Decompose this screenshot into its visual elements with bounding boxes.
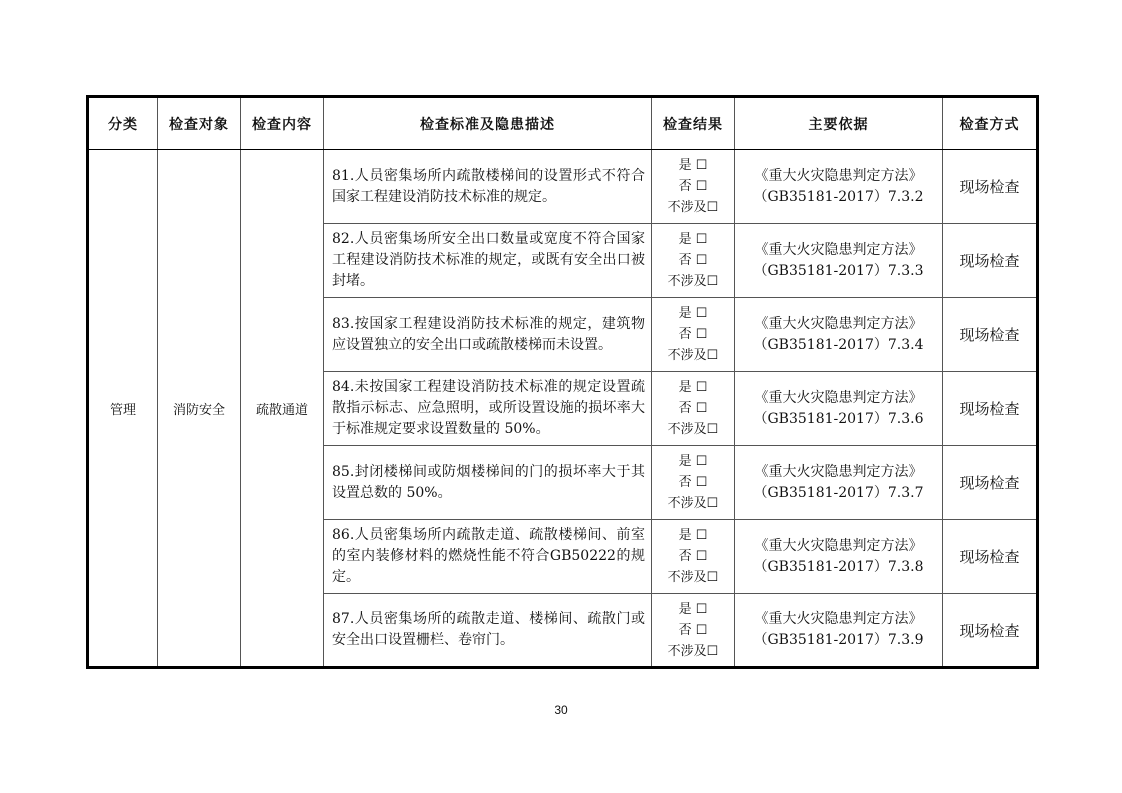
basis-cell: [735, 298, 943, 372]
header-content: 检查内容: [241, 97, 324, 150]
header-result: 检查结果: [652, 97, 735, 150]
method-cell: 现场检查: [943, 446, 1038, 520]
page-number: 30: [554, 703, 568, 717]
result-na-checkbox[interactable]: 不涉及☐: [667, 200, 719, 215]
basis-reference: （GB35181-2017）7.3.7: [753, 484, 924, 501]
target-cell: 消防安全: [158, 150, 241, 668]
basis-reference: （GB35181-2017）7.3.3: [753, 262, 924, 279]
method-cell: 现场检查: [943, 594, 1038, 668]
description-cell: 85.封闭楼梯间或防烟楼梯间的门的损坏率大于其设置总数的 50%。: [324, 446, 652, 520]
result-na-checkbox[interactable]: 不涉及☐: [667, 643, 719, 659]
description-cell: 86.人员密集场所内疏散走道、疏散楼梯间、前室的室内装修材料的燃烧性能不符合GB50222的规定。: [324, 520, 652, 594]
method-cell: 现场检查: [943, 150, 1038, 224]
description-cell: 81.人员密集场所内疏散楼梯间的设置形式不符合国家工程建设消防技术标准的规定。: [324, 150, 652, 224]
basis-title: 《重大火灾隐患判定方法》: [754, 241, 923, 258]
result-no-checkbox[interactable]: 否 ☐: [678, 253, 708, 268]
description-cell: 87.人员密集场所的疏散走道、楼梯间、疏散门或安全出口设置栅栏、卷帘门。: [324, 594, 652, 668]
result-na-checkbox[interactable]: 不涉及☐: [667, 348, 719, 363]
result-yes-checkbox[interactable]: 是 ☐: [678, 380, 708, 395]
header-basis: 主要依据: [735, 97, 943, 150]
basis-title: 《重大火灾隐患判定方法》: [754, 315, 923, 332]
result-na-checkbox[interactable]: 不涉及☐: [667, 422, 719, 437]
result-cell: [652, 594, 735, 668]
result-cell: [652, 150, 735, 224]
basis-title: 《重大火灾隐患判定方法》: [754, 389, 923, 406]
method-cell: 现场检查: [943, 224, 1038, 298]
category-cell: 管理: [88, 150, 158, 668]
result-yes-checkbox[interactable]: 是 ☐: [678, 232, 708, 247]
basis-title: 《重大火灾隐患判定方法》: [754, 167, 923, 184]
basis-reference: （GB35181-2017）7.3.6: [753, 410, 924, 427]
basis-title: 《重大火灾隐患判定方法》: [754, 611, 923, 627]
table-body: [88, 150, 1038, 668]
basis-cell: [735, 224, 943, 298]
method-cell: 现场检查: [943, 372, 1038, 446]
description-cell: 84.未按国家工程建设消防技术标准的规定设置疏散指示标志、应急照明，或所设置设施的损坏率大于标准规定要求设置数量的 50%。: [324, 372, 652, 446]
result-yes-checkbox[interactable]: 是 ☐: [678, 454, 708, 469]
description-cell: 82.人员密集场所安全出口数量或宽度不符合国家工程建设消防技术标准的规定，或既有安全出口被封堵。: [324, 224, 652, 298]
result-no-checkbox[interactable]: 否 ☐: [678, 549, 708, 564]
result-cell: [652, 520, 735, 594]
basis-cell: [735, 150, 943, 224]
result-yes-checkbox[interactable]: 是 ☐: [678, 158, 708, 173]
basis-title: 《重大火灾隐患判定方法》: [754, 463, 923, 480]
table-row: [88, 150, 1038, 224]
method-cell: 现场检查: [943, 298, 1038, 372]
basis-reference: （GB35181-2017）7.3.2: [753, 188, 924, 205]
result-na-checkbox[interactable]: 不涉及☐: [667, 274, 719, 289]
description-cell: 83.按国家工程建设消防技术标准的规定，建筑物应设置独立的安全出口或疏散楼梯而未设置。: [324, 298, 652, 372]
content-cell: 疏散通道: [241, 150, 324, 668]
result-cell: [652, 298, 735, 372]
result-yes-checkbox[interactable]: 是 ☐: [678, 306, 708, 321]
header-category: 分类: [88, 97, 158, 150]
basis-reference: （GB35181-2017）7.3.4: [753, 336, 924, 353]
result-yes-checkbox[interactable]: 是 ☐: [678, 528, 708, 543]
header-row: [88, 97, 1038, 150]
basis-cell: [735, 446, 943, 520]
header-method: 检查方式: [943, 97, 1038, 150]
inspection-table: [86, 95, 1039, 669]
result-yes-checkbox[interactable]: 是 ☐: [678, 601, 708, 617]
result-no-checkbox[interactable]: 否 ☐: [678, 622, 708, 638]
table-header: [88, 97, 1038, 150]
header-standard: 检查标准及隐患描述: [324, 97, 652, 150]
basis-reference: （GB35181-2017）7.3.8: [753, 558, 924, 575]
result-no-checkbox[interactable]: 否 ☐: [678, 475, 708, 490]
basis-cell: [735, 520, 943, 594]
header-target: 检查对象: [158, 97, 241, 150]
result-no-checkbox[interactable]: 否 ☐: [678, 327, 708, 342]
result-no-checkbox[interactable]: 否 ☐: [678, 179, 708, 194]
result-cell: [652, 446, 735, 520]
result-na-checkbox[interactable]: 不涉及☐: [667, 496, 719, 511]
basis-title: 《重大火灾隐患判定方法》: [754, 537, 923, 554]
result-na-checkbox[interactable]: 不涉及☐: [667, 570, 719, 585]
basis-reference: （GB35181-2017）7.3.9: [753, 632, 924, 648]
result-no-checkbox[interactable]: 否 ☐: [678, 401, 708, 416]
result-cell: [652, 224, 735, 298]
result-cell: [652, 372, 735, 446]
method-cell: 现场检查: [943, 520, 1038, 594]
basis-cell: [735, 372, 943, 446]
basis-cell: [735, 594, 943, 668]
